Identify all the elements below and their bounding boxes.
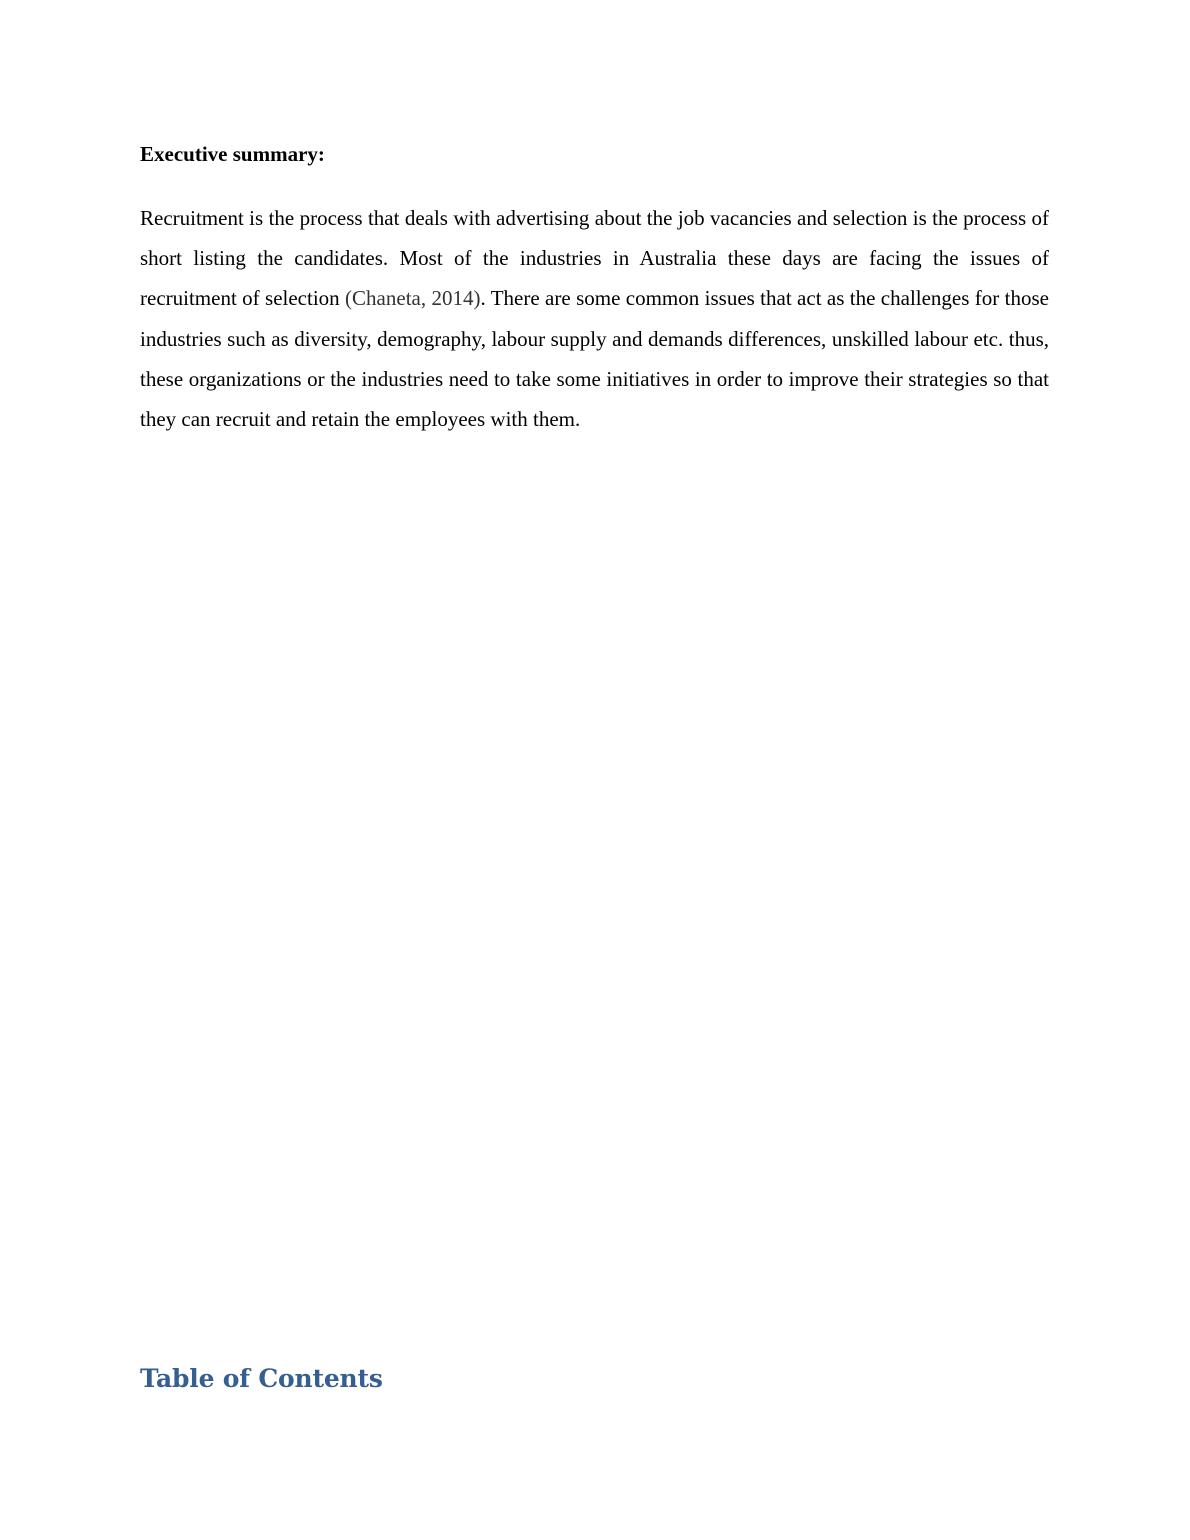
executive-summary-paragraph: [140, 198, 1049, 439]
citation-reference: (Chaneta, 2014): [345, 286, 481, 311]
summary-text-part-2: . There are some common issues that act as the challenges for those industries such as diversity, demography, labour supply and demands differences, unskilled labour etc. thus, these organizations or the industries need to take some initiatives in order to improve their strategies so that they can recruit and retain the employees with them.: [140, 286, 1049, 432]
executive-summary-section: [140, 140, 1049, 439]
summary-text-part-1: Recruitment is the process that deals with advertising about the job vacancies and selection is the process of short listing the candidates. Most of the industries in Australia these days are facing the issues of recruitment of selection: [140, 206, 1049, 311]
table-of-contents-heading: Table of Contents: [140, 1364, 383, 1393]
executive-summary-heading: Executive summary:: [140, 142, 325, 166]
